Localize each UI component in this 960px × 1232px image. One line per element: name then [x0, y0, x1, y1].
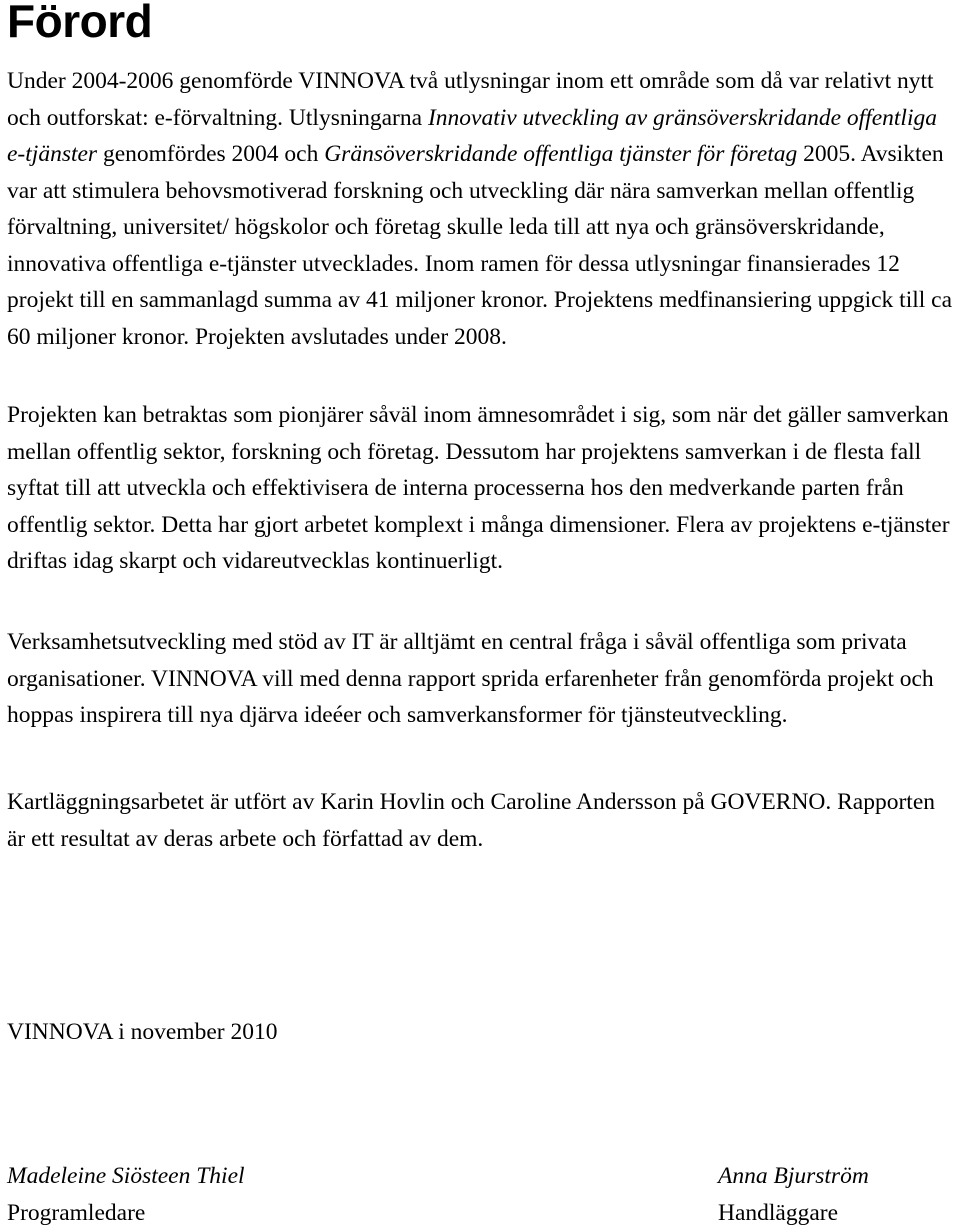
signature-administrator: [718, 1158, 869, 1232]
signatory-name: Madeleine Siösteen Thiel: [7, 1163, 245, 1189]
signatory-name: Anna Bjurström: [718, 1163, 869, 1189]
signatory-role: Handläggare: [718, 1200, 839, 1226]
signatory-role: Programledare: [7, 1200, 146, 1226]
paragraph-business-development: Verksamhetsutveckling med stöd av IT är alltjämt en central fråga i såväl offentliga som privata organisationer. VINNOVA vill med denna rapport sprida erfarenheter från genomförda projekt och hoppas inspirera till nya djärva ideéer och samverkansformer för tjänsteutveckling.: [7, 629, 934, 728]
call-title-gransoverskridande-tjanster: Gränsöverskridande offentliga tjänster för företag: [324, 141, 798, 167]
dateline: VINNOVA i november 2010: [7, 1019, 278, 1045]
paragraph-intro-text-1: Under 2004-2006 genomförde VINNOVA två utlysningar inom ett område som då var relativt nytt och outforskat: e-förvaltning. Utlysningarna: [7, 68, 934, 131]
paragraph-pioneers: Projekten kan betraktas som pionjärer såväl inom ämnesområdet i sig, som när det gäller samverkan mellan offentlig sektor, forskning och företag. Dessutom har projektens samverkan i de flesta fall syftat till att utveckla och effektivisera de interna processerna hos den medverkande parten från offentlig sektor. Detta har gjort arbetet komplext i många dimensioner. Flera av projektens e-tjänster driftas idag skarpt och vidareutvecklas kontinuerligt.: [7, 402, 950, 574]
paragraph-intro-text-2: genomfördes 2004 och: [97, 141, 325, 167]
paragraph-intro: [7, 63, 953, 355]
page-title: Förord: [7, 0, 153, 47]
paragraph-intro-text-3: 2005. Avsikten var att stimulera behovsmotiverad forskning och utveckling där nära samverkan mellan offentlig förvaltning, universitet/ högskolor och företag skulle leda till att nya och gränsöverskridande, innovativa offentliga e-tjänster utvecklades. Inom ramen för dessa utlysningar finansierades 12 projekt till en sammanlagd summa av 41 miljoner kronor. Projektens medfinansiering uppgick till ca 60 miljoner kronor. Projekten avslutades under 2008.: [7, 141, 953, 350]
call-title-innovativ-utveckling: Innovativ utveckling av gränsöverskridande offentliga e-tjänster: [7, 104, 937, 167]
signature-program-manager: [7, 1158, 245, 1232]
paragraph-authors: Kartläggningsarbetet är utfört av Karin Hovlin och Caroline Andersson på GOVERNO. Rapporten är ett resultat av deras arbete och författad av dem.: [7, 789, 936, 852]
